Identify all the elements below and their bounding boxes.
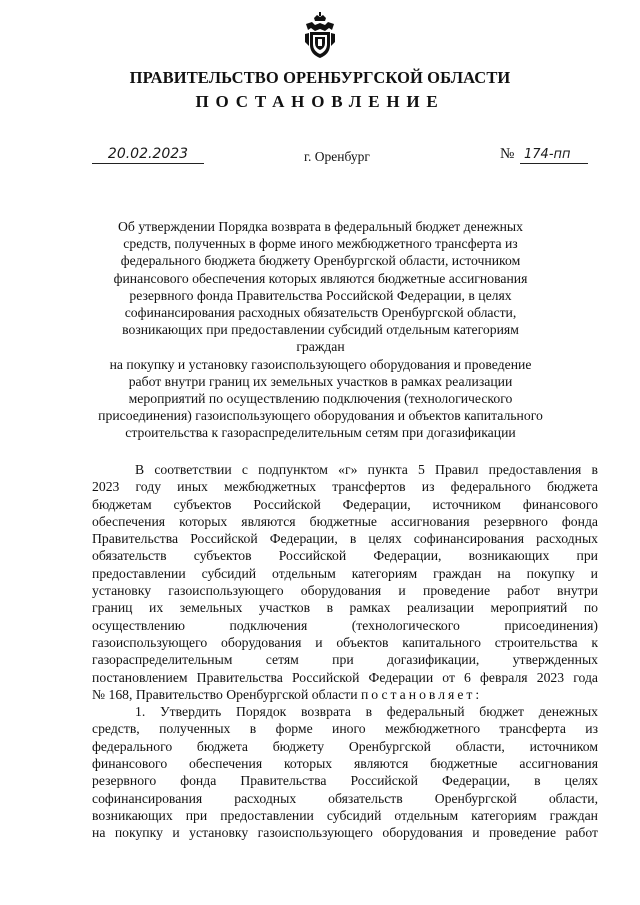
subject-line: Об утверждении Порядка возврата в федеральный бюджет денежных (118, 219, 523, 234)
body-line: обеспечения которых являются бюджетные ассигнования резервного фонда (92, 513, 598, 529)
subject-line: работ внутри границ их земельных участков в рамках реализации (128, 373, 513, 389)
body-line: установку газоиспользующего оборудования и проведение работ внутри (92, 583, 598, 599)
document-city: г. Оренбург (304, 149, 370, 164)
body-line: на покупку и установку газоиспользующего оборудования и проведение работ (92, 825, 598, 841)
body-line: резервного фонда Правительства Российской Федерации, в целях (92, 773, 598, 789)
body-line: границ их земельных участков в рамках реализации мероприятий по (92, 600, 598, 616)
document-subject (98, 218, 543, 442)
body-line: Правительства Российской Федерации, в целях софинансирования расходных (92, 531, 598, 547)
document-date: 20.02.2023 (92, 146, 204, 164)
body-line: 1. Утвердить Порядок возврата в федеральный бюджет денежных (135, 704, 598, 720)
subject-line: софинансирования расходных обязательств Оренбургской области, (124, 305, 517, 321)
subject-line: возникающих при предоставлении субсидий отдельным категориям граждан (122, 322, 519, 355)
government-title: ПРАВИТЕЛЬСТВО ОРЕНБУРГСКОЙ ОБЛАСТИ (129, 68, 511, 87)
body-line: бюджетам субъектов Российской Федерации, источником финансового (92, 496, 598, 512)
body-line: обязательств субъектов Российской Федерации, возникающих при (92, 548, 598, 564)
body-line-end: № 168, Правительство Оренбургской области (92, 686, 358, 702)
body-line: средств, полученных в форме иного межбюджетного трансферта из (92, 721, 598, 737)
document-body (92, 461, 598, 842)
subject-line: на покупку и установку газоиспользующего оборудования и проведение (109, 356, 532, 372)
body-line-decree (92, 686, 598, 703)
body-line: В соответствии с подпунктом «г» пункта 5 Правил предоставления в (135, 462, 598, 477)
subject-line: средств, полученных в форме иного межбюджетного трансферта из (123, 236, 518, 252)
body-line: 2023 году иных межбюджетных трансфертов из федерального бюджета (92, 479, 598, 495)
subject-line: строительства к газораспределительным сетям при догазификации (125, 425, 516, 441)
body-line: предоставлении субсидий отдельным категориям граждан на покупку и (92, 565, 598, 581)
coat-of-arms-icon (303, 12, 337, 60)
subject-line: мероприятий по осуществлению подключения (технологического (128, 391, 513, 407)
document-type-title: ПОСТАНОВЛЕНИЕ (195, 92, 445, 111)
decree-word: постановляет: (360, 686, 483, 702)
body-line: возникающих при предоставлении субсидий отдельным категориям граждан (92, 807, 598, 823)
body-line: постановлением Правительства Российской Федерации от 6 февраля 2023 года (92, 669, 598, 685)
document-number: 174-пп (520, 146, 588, 164)
document-number-label: № (500, 146, 515, 162)
body-line: федерального бюджета бюджету Оренбургской области, источником (92, 738, 598, 754)
subject-line: резервного фонда Правительства Российской Федерации, в целях (129, 287, 512, 303)
body-line: осуществлению подключения (технологического присоединения) (92, 617, 598, 633)
body-line: газораспределительным сетям при догазификации, утвержденных (92, 652, 598, 668)
body-line: газоиспользующего оборудования и объектов капитального строительства к (92, 634, 598, 650)
subject-line: присоединения) газоиспользующего оборудования и объектов капитального (98, 408, 543, 424)
body-line: финансового обеспечения которых являются бюджетные ассигнования (92, 756, 598, 772)
body-line: софинансирования расходных обязательств Оренбургской области, (92, 790, 598, 806)
subject-line: финансового обеспечения которых являются бюджетные ассигнования (113, 270, 528, 286)
subject-line: федерального бюджета бюджету Оренбургской области, источником (120, 253, 521, 269)
